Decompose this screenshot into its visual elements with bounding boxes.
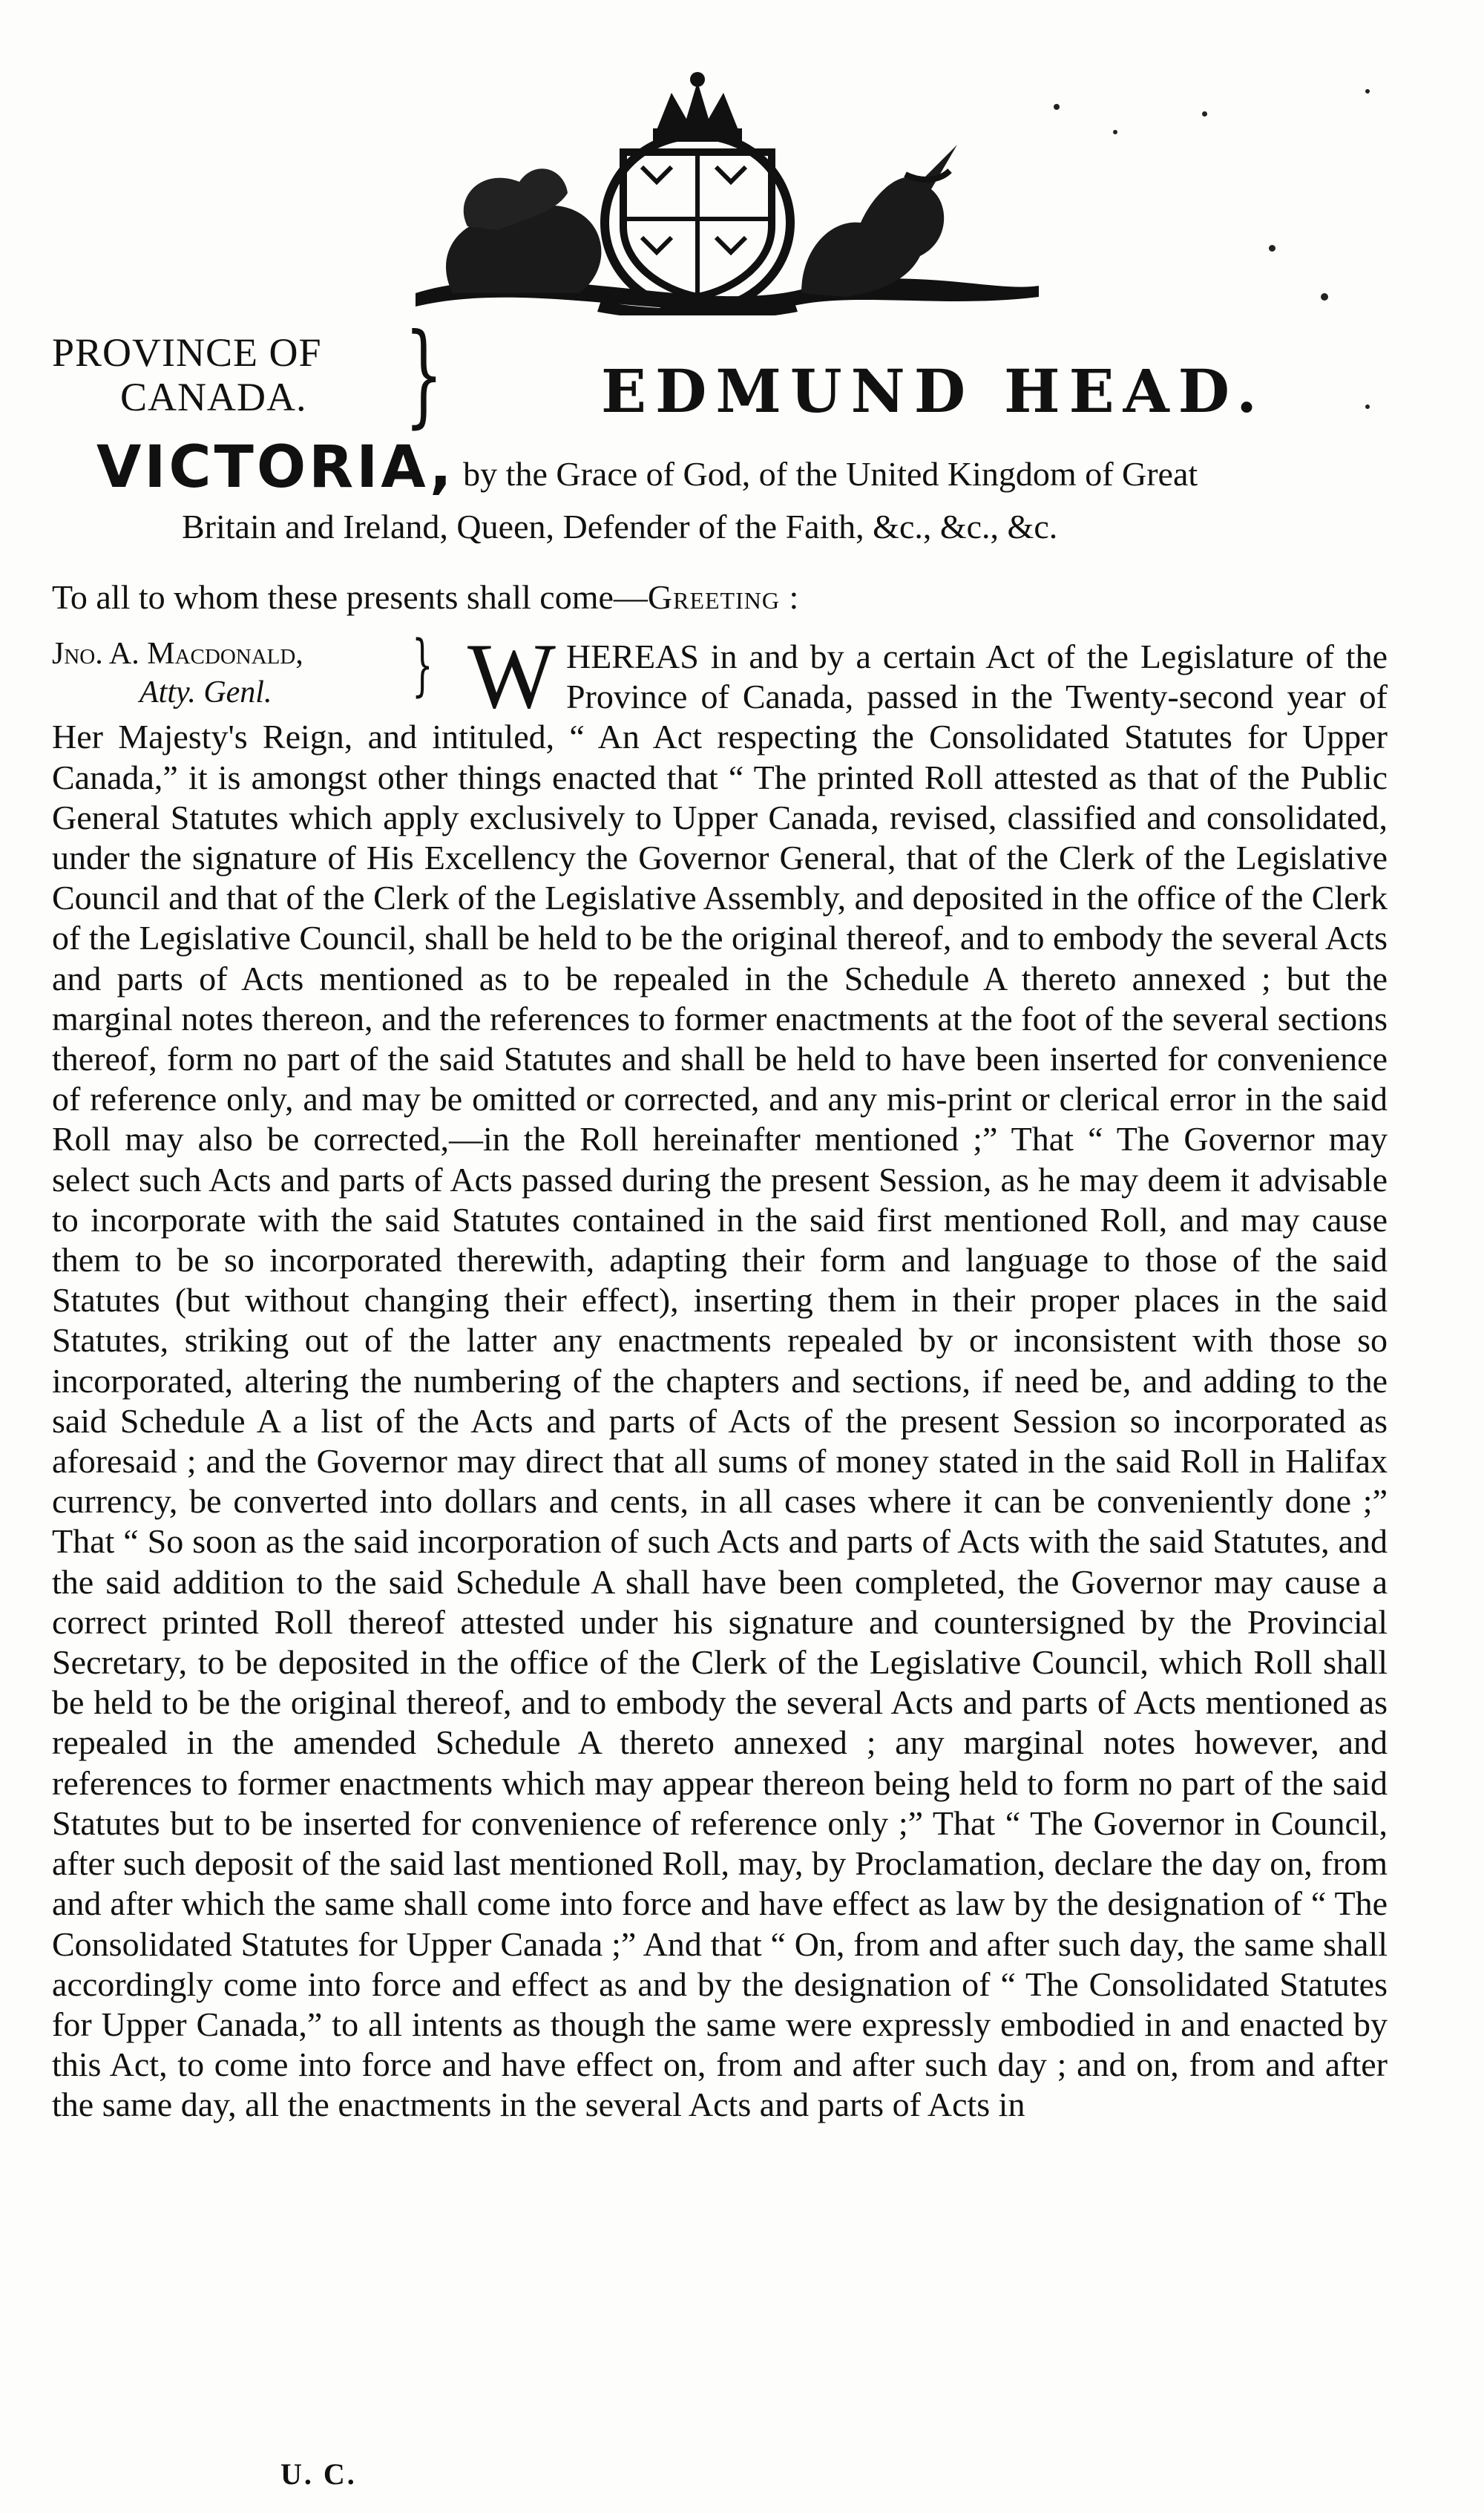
brace-decoration: } (404, 310, 444, 439)
province-heading (52, 330, 438, 419)
attorney-name: Jno. A. Macdonald, (52, 637, 303, 671)
ink-speck (1202, 111, 1207, 117)
proclamation-body (52, 625, 1388, 2126)
ink-speck (1113, 130, 1117, 134)
province-line-2: CANADA. (120, 375, 307, 419)
governor-name: EDMUND HEAD. (601, 356, 1267, 426)
sovereign-style-1: by the Grace of God, of the United Kingdom of Great (463, 455, 1198, 493)
sovereign-title-line-1 (96, 434, 1417, 501)
sovereign-name: VICTORIA, (96, 434, 455, 501)
greeting-word: Greeting : (647, 578, 800, 616)
greeting-line (52, 575, 799, 620)
greeting-prefix: To all to whom these presents shall come— (52, 578, 648, 616)
attorney-title: Atty. Genl. (139, 675, 272, 710)
attorney-brace: } (412, 626, 433, 704)
proclamation-text: HEREAS in and by a certain Act of the Legislature of the Province of Canada, passed in the Twenty-second year of Her Majesty's Reign, and intituled, “ An Act respecting the Consolidated Statutes for Upper Canada,” it is amongst other things enacted that “ The printed Roll attested as that of the Public General Statutes which apply exclusively to Upper Canada, revised, classified and consolidated, under the signature of His Excellency the Governor General, that of the Clerk of the Legislative Council and that of the Clerk of the Legislative Assembly, and deposited in the office of the Clerk of the Legislative Council, shall be held to be the original thereof, and to embody the several Acts and parts of Acts mentioned as to be repealed in the Schedule A thereto annexed ; but the marginal notes thereon, and the references to former enactments at the foot of the several sections thereof, form no part of the said Statutes and shall be held to have been inserted for convenience of reference only, and may be omitted or corrected, and any mis-print or clerical error in the said Roll may also be corrected,—in the Roll hereinafter mentioned ;” That “ The Governor may select such Acts and parts of Acts passed during the present Session, as he may deem it advisable to incorporate with the said Statutes contained in the said first mentioned Roll, and may cause them to be so incorporated therewith, adapting their form and language to those of the said Statutes (but without changing their effect), inserting them in their proper places in the said Statutes, striking out of the latter any enactments repealed by or inconsistent with those so incorporated, altering the numbering of the chapters and sections, if need be, and adding to the said Schedule A a list of the Acts and parts of Acts of the present Session so incorporated as aforesaid ; and the Governor may direct that all sums of money stated in the said Roll in Halifax currency, be converted into dollars and cents, in all cases where it can be conveniently done ;” That “ So soon as the said incorporation of such Acts and parts of Acts with the said Statutes, and the said addition to the said Schedule A shall have been completed, the Governor may cause a correct printed Roll thereof attested under his signature and countersigned by the Provincial Secretary, to be deposited in the office of the Clerk of the Legislative Council, which Roll shall be held to be the original thereof, and to embody the several Acts and parts of Acts mentioned as repealed in the amended Schedule A thereto annexed ; any marginal notes however, and references to former enactments which may appear thereon being held to form no part of the said Statutes but to be inserted for convenience of reference only ;” That “ The Governor in Council, after such deposit of the said last mentioned Roll, may, by Proclamation, declare the day on, from and after which the same shall come into force and have effect as law by the designation of “ The Consolidated Statutes for Upper Canada ;” And that “ On, from and after such day, the same shall accordingly come into force and effect as and by the designation of “ The Consolidated Statutes for Upper Canada,” to all intents as though the same were expressly embodied in and enacted by this Act, to come into force and have effect on, from and after such day ; and on, from and after the same day, all the enactments in the several Acts and parts of Acts in (52, 638, 1388, 2124)
ink-speck (1321, 293, 1328, 301)
drop-cap: W (467, 625, 556, 728)
ink-speck (1365, 89, 1370, 94)
sovereign-style-2: Britain and Ireland, Queen, Defender of the Faith, &c., &c., &c. (182, 508, 1058, 545)
ink-speck (1365, 404, 1370, 409)
ink-speck (1269, 245, 1275, 252)
ink-speck (1054, 104, 1060, 110)
footer-signature-mark: U. C. (280, 2457, 357, 2491)
province-line-1: PROVINCE OF (52, 330, 322, 375)
royal-coat-of-arms (386, 71, 1054, 315)
